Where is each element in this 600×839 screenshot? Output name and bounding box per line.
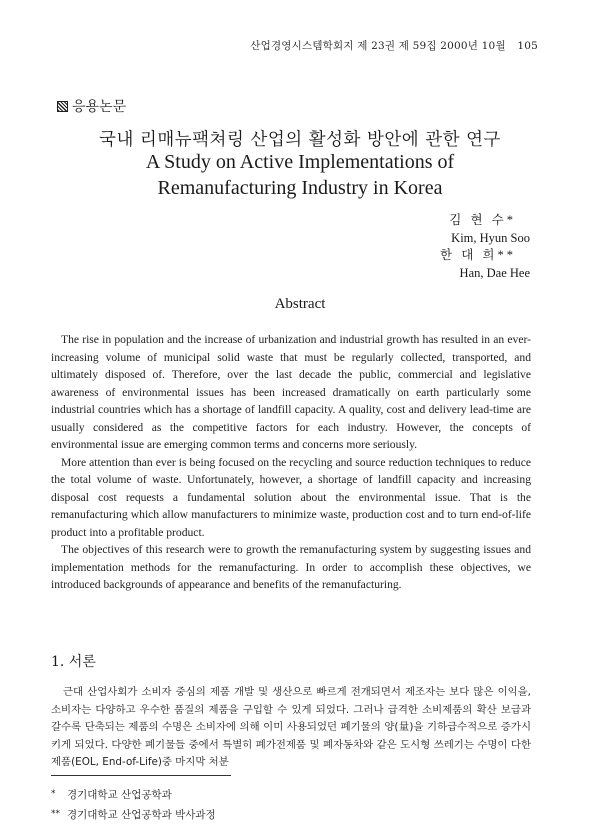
introduction-paragraph: 근대 산업사회가 소비자 중심의 제품 개발 및 생산으로 빠르게 전개되면서 제조자는 보다 많은 이익을, 소비자는 다양하고 우수한 품질의 제품을 구입할 수 있게 되었다. 그러나 급격한 소비제품의 확산 보급과 갈수록 단축되는 제품의 수명은 소비자에 의해 이미 사용되었던 폐기물의 양(量)을 기하급수적으로 증가시키게 되었다. 다양한 폐기물들 중에서 특별히 폐가전제품 및 폐자동차와 같은 도시형 쓰레기는 수명이 다한 제품(EOL, End-of-Life)중 마지막 처분 [51,686,531,768]
abstract-body [51,331,531,594]
section-tag-label: 응용논문 [72,99,127,115]
footnotes [51,785,216,825]
title-english-line1: A Study on Active Implementations of [145,151,455,173]
journal-citation: 산업경영시스템학회지 제 23권 제 59집 2000년 10월 [250,40,506,52]
footnote-1-mark: * [51,789,56,799]
title-english-line2: Remanufacturing Industry in Korea [157,177,443,199]
footnote-1-text: 경기대학교 산업공학과 [67,789,172,801]
abstract-paragraph-2: More attention than ever is being focused on the recycling and source reduction techniques to reduce the total volume of waste. Unfortunately, however, a shortage of landfill capacity and increasing disposal cost requests a fundamental solution about the environmental issue. That is the remanufacturing which allow manufacturers to minimize waste, production cost and to turn end-of-life product into a profitable product. [51,455,531,539]
footnote-2-text: 경기대학교 산업공학과 박사과정 [67,809,216,821]
page-number: 105 [517,40,538,52]
abstract-heading: Abstract [274,296,326,312]
footnote-2 [51,805,216,825]
footnote-2-mark: ** [51,809,60,819]
footnote-1 [51,785,216,805]
abstract-paragraph-3: The objectives of this research were to growth the remanufacturing system by suggesting issues and implementation methods for the remanufacturing. In order to accomplish these objectives, we introduced backgrounds of appearance and benefits of the remanufacturing. [51,543,531,591]
author-2-english: Han, Dae Hee [459,265,530,280]
author-2-korean: 한 대 희** [440,248,516,262]
abstract-paragraph-1: The rise in population and the increase of urbanization and industrial growth has resulted in an ever-increasing volume of municipal solid waste that must be regularly collected, transported, and ultimately disposed of. Therefore, over the last decade the public, commercial and legislative awareness of environmental issues has been increased dramatically on earth particularly some industrial countries which has a shortage of landfill capacity. A quality, cost and delivery lead-time are usually considered as the competitive factors for each industry. However, the concepts of environmental issue are emerging common terms and concerns more seriously. [51,333,531,451]
section-tag [57,96,126,116]
running-header [250,38,538,53]
author-1-korean: 김 현 수* [449,213,516,227]
introduction-body [51,684,531,772]
section-heading-introduction: 1. 서론 [51,654,96,670]
title-korean: 국내 리매뉴팩쳐링 산업의 활성화 방안에 관한 연구 [99,130,501,150]
title-english [0,149,600,201]
author-block [440,212,530,282]
footnote-divider [51,775,231,776]
hatched-square-icon [57,101,68,112]
author-1-english: Kim, Hyun Soo [451,230,530,245]
